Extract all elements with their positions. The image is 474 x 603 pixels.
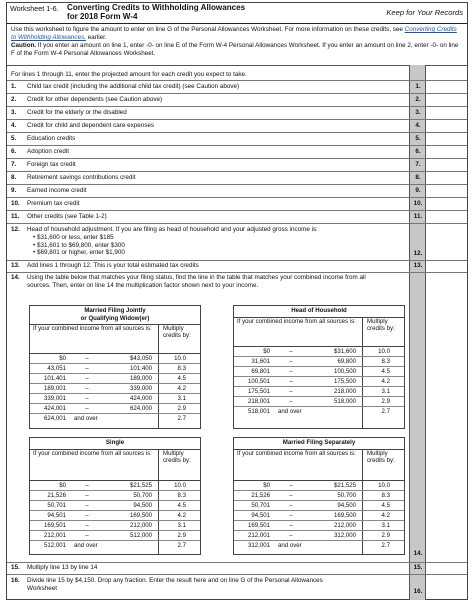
line-text: Foreign tax credit <box>27 161 76 168</box>
line-12-bullet-1: • $31,600 or less, enter $185 <box>33 233 114 241</box>
income-low: $0 <box>263 348 270 355</box>
table-row <box>30 541 200 550</box>
line-12-bullet-2: • $31,601 to $69,800, enter $300 <box>33 241 125 249</box>
line-amount-input[interactable] <box>426 93 466 106</box>
income-low: $0 <box>59 482 66 489</box>
multiplier-value: 10.0 <box>378 348 390 355</box>
line-14-text <box>27 274 402 290</box>
income-separator: – <box>289 398 293 405</box>
line-amount-input[interactable] <box>426 210 466 223</box>
line-15-text: Multiply line 13 by line 14 <box>27 564 98 571</box>
income-separator: and over <box>74 542 98 549</box>
line-14-number: 14. <box>11 274 20 281</box>
income-low: 69,801 <box>251 368 270 375</box>
table-row <box>30 521 200 531</box>
table-row <box>30 404 200 414</box>
table-row <box>30 481 200 491</box>
keep-records-note: Keep for Your Records <box>386 8 463 17</box>
line-13-input[interactable] <box>426 260 466 272</box>
income-high: $21,525 <box>333 482 356 489</box>
line-text: Credit for other dependents (see Caution above) <box>27 96 163 103</box>
multiplier-value: 4.2 <box>381 512 390 519</box>
income-separator: – <box>85 502 89 509</box>
table-title-2: or Qualifying Widow(er) <box>80 314 150 322</box>
table-row <box>30 491 200 501</box>
income-low: 218,001 <box>247 398 270 405</box>
table-title <box>30 438 200 450</box>
income-high: 339,000 <box>129 385 152 392</box>
table-row <box>234 367 404 377</box>
multiplier-value: 3.1 <box>381 388 390 395</box>
worksheet-header <box>7 3 467 24</box>
intro-p1-end: earlier. <box>85 34 107 41</box>
converting-credits-link[interactable]: Converting Credits to Withholding Allowances, <box>11 26 457 41</box>
table-row <box>234 347 404 357</box>
table-married-filing-jointly <box>29 305 201 429</box>
income-separator: – <box>289 522 293 529</box>
income-low: 424,001 <box>43 405 66 412</box>
line-11-row <box>7 210 467 224</box>
table-income-header: If your combined income from all sources is: <box>33 325 152 332</box>
worksheet-number: Worksheet 1-6. <box>10 4 59 13</box>
line-box: 6. <box>415 148 421 155</box>
line-16-row <box>7 574 467 599</box>
income-separator: – <box>289 348 293 355</box>
table-row <box>30 394 200 404</box>
line-12-row <box>7 224 467 261</box>
income-low: 512,001 <box>43 542 66 549</box>
income-high: 312,000 <box>333 532 356 539</box>
line-text: Other credits (see Table 1-2) <box>27 213 107 220</box>
line-number: 11. <box>11 213 20 220</box>
line-text: Retirement savings contributions credit <box>27 174 136 181</box>
income-separator: – <box>85 532 89 539</box>
income-high: 624,000 <box>129 405 152 412</box>
line-box: 3. <box>415 109 421 116</box>
income-low: 312,001 <box>247 542 270 549</box>
line-5-row <box>7 132 467 146</box>
income-high: $43,050 <box>129 355 152 362</box>
table-row <box>30 414 200 423</box>
line-amount-input[interactable] <box>426 197 466 210</box>
income-separator: – <box>85 385 89 392</box>
section-divider <box>7 65 467 66</box>
multiplier-value: 2.7 <box>177 542 186 549</box>
table-income-header: If your combined income from all sources is: <box>237 450 356 457</box>
line-text: Premium tax credit <box>27 200 80 207</box>
line-14-text-1: Using the table below that matches your filing status, find the line in the table that matches your combined income from all <box>27 274 366 281</box>
multiplier-value: 10.0 <box>174 355 186 362</box>
income-high: 212,000 <box>129 522 152 529</box>
line-16-number: 16. <box>11 577 20 584</box>
table-row <box>30 374 200 384</box>
line-9-row <box>7 184 467 198</box>
income-separator: – <box>85 405 89 412</box>
line-number: 8. <box>11 174 17 181</box>
multiplier-value: 2.7 <box>177 415 186 422</box>
line-amount-input[interactable] <box>426 132 466 145</box>
caution-label: Caution. <box>11 42 37 49</box>
income-separator: – <box>289 482 293 489</box>
income-separator: – <box>289 492 293 499</box>
table-row <box>234 397 404 407</box>
multiplier-value: 2.7 <box>381 542 390 549</box>
line-2-row <box>7 93 467 107</box>
multiplier-value: 4.2 <box>381 378 390 385</box>
line-16-box: 16. <box>413 588 423 595</box>
table-title-1: Single <box>105 439 125 446</box>
income-high: 169,500 <box>129 512 152 519</box>
multiplier-value: 4.2 <box>177 512 186 519</box>
table-title <box>30 306 200 325</box>
table-head-of-household <box>233 305 405 429</box>
line-amount-input[interactable] <box>426 158 466 171</box>
income-high: 424,000 <box>129 395 152 402</box>
line-box: 4. <box>415 122 421 129</box>
income-high: $21,525 <box>129 482 152 489</box>
line-15-number: 15. <box>11 564 20 571</box>
line-16-input[interactable] <box>426 574 466 599</box>
income-high: 101,400 <box>129 365 152 372</box>
income-high: 69,800 <box>337 358 356 365</box>
income-separator: – <box>85 375 89 382</box>
line-16-text <box>27 577 402 593</box>
income-separator: – <box>85 395 89 402</box>
table-rows <box>30 480 200 549</box>
income-separator: – <box>85 482 89 489</box>
line-12-text <box>27 226 402 257</box>
line-box: 5. <box>415 135 421 142</box>
line-box: 2. <box>415 96 421 103</box>
table-row <box>234 531 404 541</box>
line-13-number: 13. <box>11 262 20 269</box>
line-number: 9. <box>11 187 17 194</box>
table-title-1: Head of Household <box>291 307 347 314</box>
income-low: 100,501 <box>247 378 270 385</box>
income-low: 624,001 <box>43 415 66 422</box>
line-amount-input[interactable] <box>426 80 466 93</box>
multiplier-value: 3.1 <box>177 522 186 529</box>
income-low: 212,001 <box>247 532 270 539</box>
table-title-1: Married Filing Jointly <box>84 307 146 314</box>
line-box: 10. <box>413 200 423 207</box>
income-high: 94,500 <box>133 502 152 509</box>
multiplier-value: 2.9 <box>177 532 186 539</box>
table-row <box>234 387 404 397</box>
line-12-number: 12. <box>11 226 20 233</box>
multiplier-value: 2.9 <box>381 398 390 405</box>
line-14-input[interactable] <box>426 272 466 562</box>
income-separator: – <box>289 388 293 395</box>
table-multiplier-header: Multiply credits by: <box>367 450 395 465</box>
table-title <box>234 306 404 318</box>
multiplier-value: 10.0 <box>378 482 390 489</box>
multiplier-value: 8.3 <box>381 358 390 365</box>
line-12-bullet-3: • $69,801 or higher, enter $1,900 <box>33 249 125 257</box>
line-number: 5. <box>11 135 17 142</box>
line-6-row <box>7 145 467 159</box>
income-low: 518,001 <box>247 408 270 415</box>
income-low: 189,001 <box>43 385 66 392</box>
income-high: 175,500 <box>333 378 356 385</box>
multiplier-value: 8.3 <box>177 492 186 499</box>
multiplier-value: 3.1 <box>177 395 186 402</box>
table-single <box>29 437 201 555</box>
line-number: 7. <box>11 161 17 168</box>
income-separator: – <box>85 522 89 529</box>
line-12-input[interactable] <box>426 224 466 260</box>
table-row <box>234 541 404 550</box>
line-10-row <box>7 197 467 211</box>
income-low: 50,701 <box>47 502 66 509</box>
multiplier-value: 4.5 <box>381 368 390 375</box>
line-box: 8. <box>415 174 421 181</box>
table-row <box>234 521 404 531</box>
line-14-box: 14. <box>413 550 423 557</box>
income-high: 100,500 <box>333 368 356 375</box>
line-text: Child tax credit (including the additional child tax credit) (see Caution above) <box>27 83 240 90</box>
income-separator: – <box>85 365 89 372</box>
table-income-header: If your combined income from all sources is: <box>237 318 356 325</box>
line-number: 10. <box>11 200 20 207</box>
income-separator: and over <box>278 542 302 549</box>
line-amount-input[interactable] <box>426 106 466 119</box>
intro-p1: Use this worksheet to figure the amount to enter on line G of the Personal Allowances Worksheet. For more information on these credits, see <box>11 26 403 33</box>
multiplier-value: 2.9 <box>381 532 390 539</box>
table-rows <box>30 353 200 422</box>
table-row <box>30 501 200 511</box>
table-multiplier-header: Multiply credits by: <box>163 325 191 340</box>
income-low: 94,501 <box>47 512 66 519</box>
income-separator: and over <box>278 408 302 415</box>
line-amount-input[interactable] <box>426 119 466 132</box>
income-low: 50,701 <box>251 502 270 509</box>
income-low: 43,051 <box>47 365 66 372</box>
table-multiplier-header: Multiply credits by: <box>367 318 395 333</box>
line-number: 2. <box>11 96 17 103</box>
income-high: 50,700 <box>337 492 356 499</box>
line-amount-input[interactable] <box>426 171 466 184</box>
table-row <box>234 501 404 511</box>
income-separator: – <box>289 502 293 509</box>
income-high: 518,000 <box>333 398 356 405</box>
income-low: 31,601 <box>251 358 270 365</box>
line-text: Earned income credit <box>27 187 87 194</box>
line-number: 6. <box>11 148 17 155</box>
line-14-text-2: sources. Then, enter on line 14 the multiplication factor shown next to your income. <box>27 281 259 289</box>
line-box: 1. <box>415 83 421 90</box>
table-row <box>234 481 404 491</box>
income-low: 169,501 <box>43 522 66 529</box>
income-separator: – <box>289 368 293 375</box>
table-title-1: Married Filing Separately <box>282 439 356 446</box>
table-row <box>234 377 404 387</box>
income-high: 189,000 <box>129 375 152 382</box>
line-box: 11. <box>413 213 423 220</box>
table-row <box>234 407 404 416</box>
table-row <box>30 364 200 374</box>
income-separator: and over <box>74 415 98 422</box>
income-high: $31,600 <box>333 348 356 355</box>
line-number: 3. <box>11 109 17 116</box>
line-12-desc: Head of household adjustment. If you are filing as head of household and your adjusted gross income is: <box>27 226 318 233</box>
income-separator: – <box>289 532 293 539</box>
line-text: Education credits <box>27 135 76 142</box>
instructions-text: For lines 1 through 11, enter the projected amount for each credit you expect to take. <box>11 71 247 78</box>
multiplier-value: 4.5 <box>177 375 186 382</box>
income-separator: – <box>289 512 293 519</box>
income-high: 50,700 <box>133 492 152 499</box>
line-text: Credit for the elderly or the disabled <box>27 109 127 116</box>
income-high: 169,500 <box>333 512 356 519</box>
line-13-box: 13. <box>413 262 423 269</box>
line-15-box: 15. <box>413 564 423 571</box>
multiplier-value: 3.1 <box>381 522 390 529</box>
line-13-text: Add lines 1 through 12. This is your total estimated tax credits <box>27 262 199 269</box>
multiplier-value: 2.7 <box>381 408 390 415</box>
income-low: 94,501 <box>251 512 270 519</box>
income-low: 169,501 <box>247 522 270 529</box>
line-text: Credit for child and dependent care expenses <box>27 122 155 129</box>
table-row <box>30 511 200 521</box>
income-separator: – <box>85 355 89 362</box>
title-line-1: Converting Credits to Withholding Allowances <box>67 3 246 12</box>
line-7-row <box>7 158 467 172</box>
income-separator: – <box>85 492 89 499</box>
line-amount-input[interactable] <box>426 184 466 197</box>
multiplier-value: 4.5 <box>177 502 186 509</box>
table-row <box>30 354 200 364</box>
income-low: 101,401 <box>43 375 66 382</box>
table-rows <box>234 480 404 549</box>
line-16-text-2: Worksheet <box>27 584 57 592</box>
multiplier-value: 10.0 <box>174 482 186 489</box>
income-high: 512,000 <box>129 532 152 539</box>
line-12-box: 12. <box>413 250 423 257</box>
income-low: 21,526 <box>251 492 270 499</box>
income-separator: – <box>289 358 293 365</box>
intro-text <box>11 26 463 58</box>
income-low: $0 <box>263 482 270 489</box>
worksheet-title <box>67 3 245 21</box>
multiplier-value: 2.9 <box>177 405 186 412</box>
income-low: $0 <box>59 355 66 362</box>
line-text: Adoption credit <box>27 148 70 155</box>
line-3-row <box>7 106 467 120</box>
income-low: 21,526 <box>47 492 66 499</box>
table-row <box>234 511 404 521</box>
multiplier-value: 8.3 <box>381 492 390 499</box>
income-low: 212,001 <box>43 532 66 539</box>
table-row <box>234 357 404 367</box>
title-line-2: for 2018 Form W-4 <box>67 12 138 21</box>
table-income-header: If your combined income from all sources is: <box>33 450 152 457</box>
income-high: 212,000 <box>333 522 356 529</box>
line-amount-input[interactable] <box>426 145 466 158</box>
line-8-row <box>7 171 467 185</box>
line-number: 4. <box>11 122 17 129</box>
table-title <box>234 438 404 450</box>
income-high: 218,000 <box>333 388 356 395</box>
line-1-row <box>7 80 467 94</box>
worksheet <box>6 2 468 600</box>
income-high: 94,500 <box>337 502 356 509</box>
multiplier-value: 4.2 <box>177 385 186 392</box>
table-row <box>30 531 200 541</box>
line-4-row <box>7 119 467 133</box>
table-row <box>30 384 200 394</box>
table-married-filing-separately <box>233 437 405 555</box>
table-multiplier-header: Multiply credits by: <box>163 450 191 465</box>
multiplier-value: 8.3 <box>177 365 186 372</box>
caution-text: If you enter an amount on line 1, enter -0- on line E of the Form W-4 Personal Allowances Worksheet. If you enter an amount on line 2, enter -0- on line F of the Form W-4 Personal Allowances Worksheet. <box>11 42 459 57</box>
income-separator: – <box>85 512 89 519</box>
table-rows <box>234 346 404 415</box>
line-15-input[interactable] <box>426 562 466 574</box>
table-row <box>234 491 404 501</box>
line-16-text-1: Divide line 15 by $4,150. Drop any fraction. Enter the result here and on line G of the Personal Allowances <box>27 577 323 584</box>
income-low: 175,501 <box>247 388 270 395</box>
income-low: 339,001 <box>43 395 66 402</box>
line-box: 9. <box>415 187 421 194</box>
line-number: 1. <box>11 83 17 90</box>
line-box: 7. <box>415 161 421 168</box>
income-separator: – <box>289 378 293 385</box>
multiplier-value: 4.5 <box>381 502 390 509</box>
